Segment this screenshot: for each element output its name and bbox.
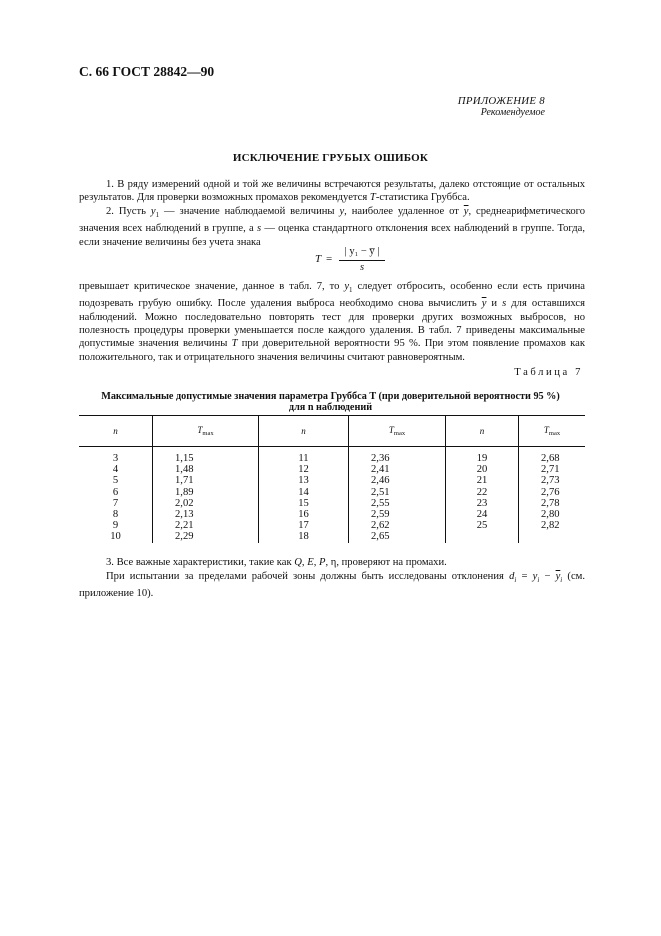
paragraph-4: 3. Все важные характеристики, такие как Q, E, P, η, проверяют на промахи.	[106, 557, 447, 568]
appendix-label	[458, 96, 545, 118]
n-column-1: 3 4 5 6 7 8 9 10	[110, 453, 121, 543]
paragraph-3: превышает критическое значение, данное в табл. 7, то $y_1$ следует отбросить, особенно если есть причина подозревать грубую ошибку. После удаления выброса необходимо снова вычислить $\overline{y}$ и s для оставшихся наблюдений. Можно последовательно повторять тест для проверки других возможных выбросов, но полезность процедуры проверки уменьшается после каждого удаления. В табл. 7 приведены максимальные допустимые значения величины T при доверительной вероятности 95 %. При этом появление промахов как положительного, так и отрицательного значения величины считают равновероятным.	[79, 281, 585, 363]
fraction-bar	[339, 260, 385, 261]
tmax-column-3: 2,68 2,71 2,73 2,76 2,78 2,80 2,82	[519, 447, 586, 543]
grubbs-formula: T = | y₁ − y̅ | s	[315, 246, 435, 274]
grubbs-table	[79, 415, 585, 543]
formula-numerator: | y₁ − y̅ |	[344, 246, 380, 257]
appendix-status: Рекомендуемое	[480, 107, 545, 118]
table-label: Таблица 7	[514, 367, 583, 378]
col-header-tmax: $T_{max}$	[519, 416, 586, 447]
col-header-n: n	[79, 416, 153, 447]
col-header-n: n	[446, 416, 519, 447]
col-header-tmax: $T_{max}$	[153, 416, 259, 447]
tmax-column-1: 1,15 1,48 1,71 1,89 2,02 2,13 2,21 2,29	[153, 447, 259, 543]
paragraph-1: 1. В ряду измерений одной и той же величины встречаются результаты, далеко отстоящие от остальных результатов. Для проверки возможных промахов рекомендуется T-статистика Груббса.	[79, 179, 585, 204]
n-column-3: 19 20 21 22 23 24 25	[446, 447, 519, 543]
paragraph-2: 2. Пусть $y_1$ — значение наблюдаемой величины y, наиболее удаленное от $\overline{y}$, среднеарифметического значения всех наблюдений в группе, а s — оценка стандартного отклонения всех наблюдений в группе. Тогда, если значение величины без учета знака	[79, 206, 586, 248]
col-header-tmax: $T_{max}$	[349, 416, 446, 447]
appendix-number: ПРИЛОЖЕНИЕ 8	[457, 95, 545, 107]
formula-denominator: s	[359, 262, 365, 273]
n-column-2: 11 12 13 14 15 16 17 18	[259, 447, 349, 543]
page-header: С. 66 ГОСТ 28842—90	[79, 64, 215, 79]
tmax-column-2: 2,36 2,41 2,46 2,51 2,55 2,59 2,62 2,65	[349, 447, 446, 543]
col-header-n: n	[259, 416, 349, 447]
paragraph-5: При испытании за пределами рабочей зоны должны быть исследованы отклонения $d_i = y_i - \overline{y}_i$ (см. приложение 10).	[79, 571, 585, 600]
table-caption: Максимальные допустимые значения параметра Груббса T (при доверительной вероятности 95 %) для n наблюдений	[101, 391, 560, 413]
section-title: ИСКЛЮЧЕНИЕ ГРУБЫХ ОШИБОК	[232, 152, 429, 164]
